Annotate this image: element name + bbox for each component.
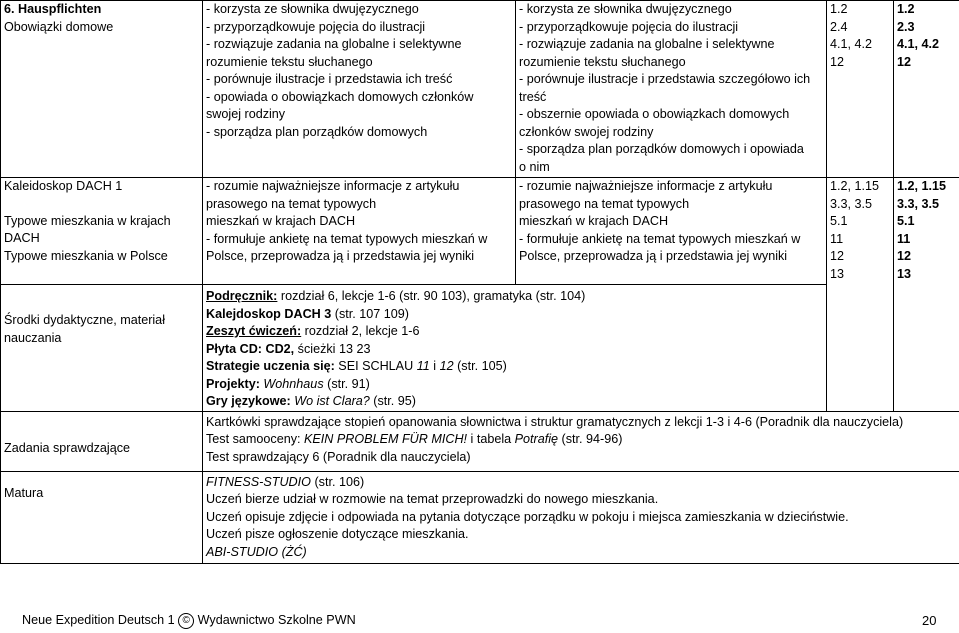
fitness-studio-title: FITNESS-STUDIO	[206, 474, 311, 489]
row-materials	[1, 285, 959, 412]
topic-cell	[1, 178, 203, 285]
topic-title: 6. Hauspflichten	[4, 2, 102, 16]
code-line: 12	[897, 249, 912, 263]
strategie-text: SEI SCHLAU	[334, 359, 417, 373]
zeszyt-text: rozdział 2, lekcje 1-6	[301, 324, 420, 338]
abi-studio-title: ABI-STUDIO (ŻĆ)	[206, 544, 307, 559]
strategie-label: Strategie uczenia się:	[206, 359, 335, 373]
topic-cell	[1, 1, 203, 178]
code-line: 5.1	[897, 214, 915, 228]
requirement-line: o nim	[519, 159, 550, 174]
gry-title: Wo ist Clara?	[290, 394, 370, 408]
label-cell	[1, 411, 203, 471]
code-line: 1.2, 1.15	[830, 179, 880, 193]
topic-subtitle: Obowiązki domowe	[4, 19, 114, 34]
requirement-line: Polsce, przeprowadza ją i przedstawia jej wyniki	[519, 249, 788, 263]
matura-cell	[203, 471, 959, 563]
requirement-line: - sporządza plan porządków domowych i opowiada	[519, 142, 804, 156]
requirement-line: swojej rodziny	[206, 107, 286, 121]
code-line: 3.3, 3.5	[897, 196, 940, 211]
requirement-line: - formułuje ankietę na temat typowych mieszkań w	[519, 231, 801, 246]
assessment-cell	[203, 411, 959, 471]
code-line: 4.1, 4.2	[897, 37, 940, 51]
requirement-line: rozumienie tekstu słuchanego	[519, 54, 686, 69]
fitness-studio-page: (str. 106)	[310, 474, 365, 489]
requirement-line: - rozwiązuje zadania na globalne i selektywne	[206, 37, 462, 51]
zeszyt-label: Zeszyt ćwiczeń:	[206, 324, 302, 338]
codes-basic-cell	[827, 1, 894, 178]
code-line: 4.1, 4.2	[830, 37, 873, 51]
requirement-line: Polsce, przeprowadza ją i przedstawia jej wyniki	[206, 249, 475, 263]
requirement-line: - przyporządkowuje pojęcia do ilustracji	[206, 19, 426, 34]
requirement-line: - opowiada o obowiązkach domowych członków	[206, 89, 474, 104]
matura-line: Uczeń bierze udział w rozmowie na temat przeprowadzki do nowego mieszkania.	[206, 492, 659, 506]
podrecznik-text: rozdział 6, lekcje 1-6 (str. 90 103), gramatyka (str. 104)	[277, 289, 586, 303]
code-line: 12	[830, 249, 845, 263]
code-line: 2.4	[830, 19, 848, 34]
page-footer	[0, 612, 959, 633]
matura-line: Uczeń pisze ogłoszenie dotyczące mieszkania.	[206, 527, 469, 541]
strategie-number: 12	[439, 359, 454, 373]
plyta-label: Płyta CD: CD2,	[206, 341, 295, 356]
requirement-line: - sporządza plan porządków domowych	[206, 124, 428, 139]
requirement-line: - rozumie najważniejsze informacje z artykułu	[519, 179, 773, 193]
materials-cell	[203, 285, 827, 412]
podrecznik-label: Podręcznik:	[206, 289, 278, 303]
code-line: 1.2	[897, 2, 915, 16]
code-line: 2.3	[897, 19, 915, 34]
row-kaleidoskop	[1, 178, 959, 285]
code-line: 1.2, 1.15	[897, 179, 947, 193]
requirement-line: - obszernie opowiada o obowiązkach domowych	[519, 107, 790, 121]
basic-requirements-cell	[203, 1, 516, 178]
requirement-line: mieszkań w krajach DACH	[519, 214, 669, 228]
plyta-text: ścieżki 13 23	[294, 341, 371, 356]
code-line: 13	[830, 266, 845, 281]
requirement-line: - porównuje ilustracje i przedstawia szczegółowo ich	[519, 72, 811, 86]
topic-title: Kaleidoskop DACH 1	[4, 179, 123, 193]
requirement-line: treść	[519, 89, 547, 104]
footer-title: Neue Expedition Deutsch 1	[22, 613, 179, 627]
requirement-line: prasowego na temat typowych	[206, 196, 377, 211]
requirement-line: prasowego na temat typowych	[519, 196, 690, 211]
self-test-title: KEIN PROBLEM FÜR MICH!	[304, 432, 468, 446]
requirement-line: rozumienie tekstu słuchanego	[206, 54, 373, 69]
code-line: 12	[830, 54, 845, 69]
extended-requirements-cell	[516, 178, 827, 285]
potrafie-title: Potrafię	[514, 432, 559, 446]
footer-text	[22, 612, 356, 630]
code-line: 12	[897, 54, 912, 69]
materials-label: Środki dydaktyczne, materiał nauczania	[4, 313, 165, 345]
kalejdoskop-text: (str. 107 109)	[331, 306, 409, 321]
label-cell	[1, 471, 203, 563]
code-line: 3.3, 3.5	[830, 196, 873, 211]
assessment-line: Test sprawdzający 6 (Poradnik dla nauczyciela)	[206, 449, 471, 464]
requirement-line: - rozwiązuje zadania na globalne i selektywne	[519, 37, 775, 51]
code-line: 11	[897, 231, 911, 246]
gry-text: (str. 95)	[369, 394, 416, 408]
topic-line: Typowe mieszkania w Polsce	[4, 248, 168, 263]
footer-publisher: Wydawnictwo Szkolne PWN	[194, 613, 356, 627]
codes-basic-cell	[827, 178, 894, 412]
projekty-text: (str. 91)	[323, 376, 370, 391]
assessment-label: Zadania sprawdzające	[4, 441, 131, 456]
requirement-line: mieszkań w krajach DACH	[206, 214, 356, 228]
row-assessment	[1, 411, 959, 471]
page-number: 20	[922, 613, 937, 628]
copyright-icon: ©	[178, 613, 194, 629]
projekty-label: Projekty:	[206, 376, 260, 391]
topic-line: Typowe mieszkania w krajach	[4, 213, 171, 228]
projekty-title: Wohnhaus	[259, 376, 324, 391]
requirement-line: - formułuje ankietę na temat typowych mieszkań w	[206, 231, 488, 246]
basic-requirements-cell	[203, 178, 516, 285]
row-matura	[1, 471, 959, 563]
strategie-connector: i	[429, 359, 440, 373]
code-line: 1.2	[830, 2, 848, 16]
code-line: 11	[830, 231, 844, 246]
row-hauspflichten	[1, 1, 959, 178]
codes-extended-cell	[894, 178, 959, 412]
assessment-line: Test samooceny:	[206, 432, 304, 446]
requirement-line: - rozumie najważniejsze informacje z artykułu	[206, 179, 460, 193]
code-line: 5.1	[830, 214, 848, 228]
strategie-page: (str. 105)	[453, 359, 507, 373]
strategie-number: 11	[416, 359, 430, 373]
extended-requirements-cell	[516, 1, 827, 178]
codes-extended-cell	[894, 1, 959, 178]
kalejdoskop-label: Kalejdoskop DACH 3	[206, 306, 332, 321]
topic-line: DACH	[4, 231, 40, 245]
requirement-line: - porównuje ilustracje i przedstawia ich treść	[206, 72, 453, 86]
code-line: 13	[897, 266, 912, 281]
requirement-line: - korzysta ze słownika dwujęzycznego	[519, 2, 732, 16]
requirement-line: członków swojej rodziny	[519, 124, 654, 139]
assessment-connector: i tabela	[467, 432, 515, 446]
matura-line: Uczeń opisuje zdjęcie i odpowiada na pytania dotyczące porządku w pokoju i miejsca zamieszkania w dzieciństwie.	[206, 509, 849, 524]
assessment-line: Kartkówki sprawdzające stopień opanowania słownictwa i struktur gramatycznych z lekcji 1-3 i 4-6 (Poradnik dla nauczyciela)	[206, 414, 904, 429]
matura-label: Matura	[4, 485, 44, 500]
requirement-line: - przyporządkowuje pojęcia do ilustracji	[519, 19, 739, 34]
requirement-line: - korzysta ze słownika dwujęzycznego	[206, 2, 419, 16]
assessment-page: (str. 94-96)	[558, 432, 623, 446]
gry-label: Gry językowe:	[206, 394, 291, 408]
label-cell	[1, 285, 203, 412]
